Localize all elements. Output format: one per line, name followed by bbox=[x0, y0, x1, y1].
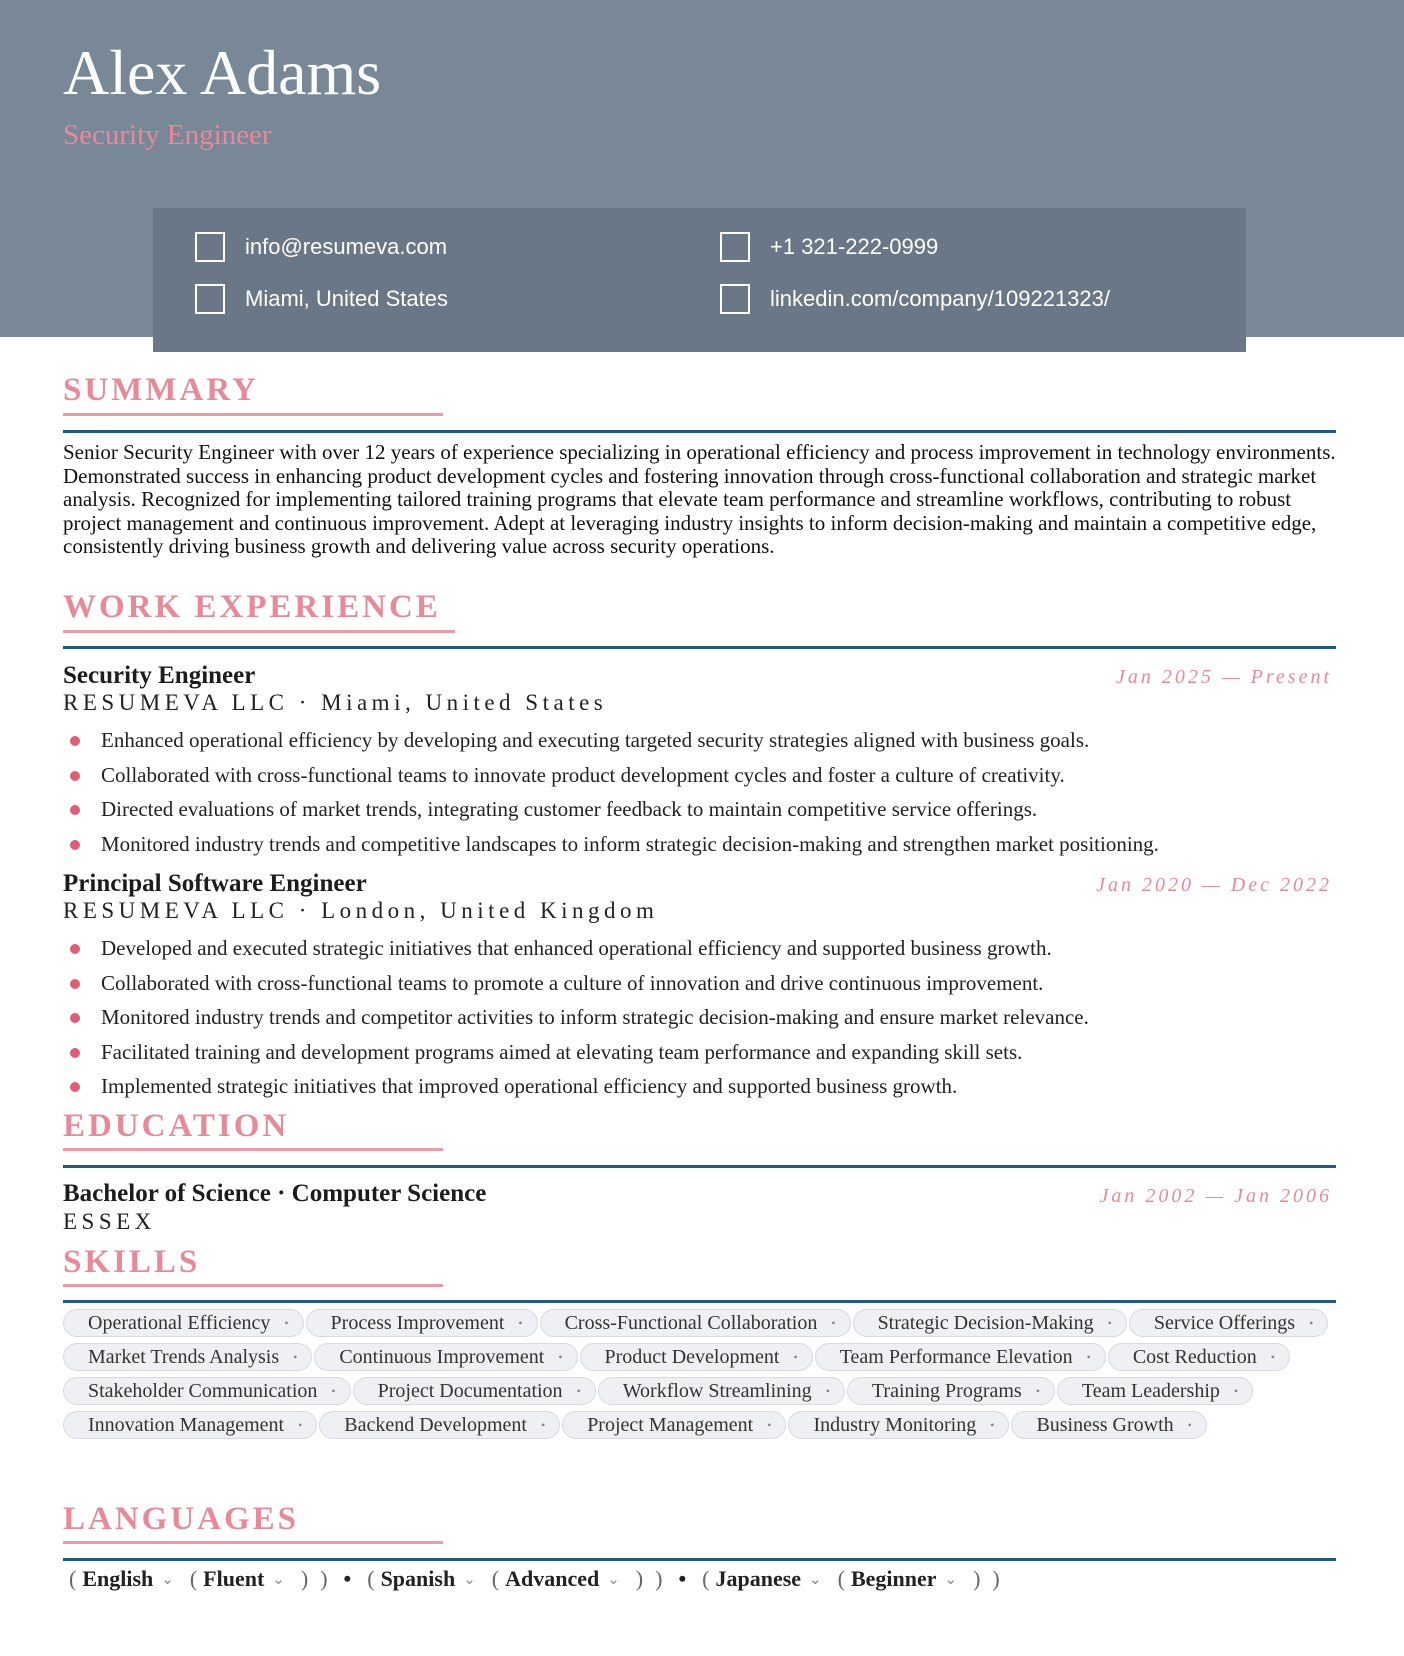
list-item: Facilitated training and development programs aimed at elevating team performance and expanding skill sets. bbox=[63, 1035, 1089, 1070]
location-checkbox-icon bbox=[195, 284, 225, 314]
skill-tag: Operational Efficiency • bbox=[63, 1309, 304, 1337]
skills-list bbox=[63, 1309, 1343, 1439]
skill-tag: Market Trends Analysis • bbox=[63, 1343, 312, 1371]
job-title: Security Engineer bbox=[63, 662, 256, 689]
skill-tag: Innovation Management • bbox=[63, 1411, 317, 1439]
skill-tag: Cross-Functional Collaboration • bbox=[540, 1309, 851, 1337]
section-title-work: WORK EXPERIENCE bbox=[63, 589, 441, 625]
contact-email[interactable] bbox=[195, 232, 447, 262]
job-bullets bbox=[63, 931, 1089, 1104]
skills-blue-rule bbox=[63, 1300, 1336, 1303]
bullet-dot-icon bbox=[70, 840, 80, 850]
section-title-summary: SUMMARY bbox=[63, 372, 259, 408]
skill-tag: Project Management • bbox=[562, 1411, 786, 1439]
skill-tag: Training Programs • bbox=[847, 1377, 1055, 1405]
bullet-dot-icon bbox=[70, 1013, 80, 1023]
summary-blue-rule bbox=[63, 430, 1336, 433]
list-item: Implemented strategic initiatives that improved operational efficiency and supported business growth. bbox=[63, 1069, 1089, 1104]
education-dates: Jan 2002 — Jan 2006 bbox=[1099, 1185, 1332, 1207]
email-text: info@resumeva.com bbox=[245, 234, 448, 259]
job-bullets bbox=[63, 723, 1159, 861]
language-level: Beginner bbox=[850, 1566, 937, 1591]
email-checkbox-icon bbox=[195, 232, 225, 262]
list-item: Collaborated with cross-functional teams to innovate product development cycles and foster a culture of creativity. bbox=[63, 758, 1159, 793]
list-item: Monitored industry trends and competitor activities to inform strategic decision-making and ensure market relevance. bbox=[63, 1000, 1089, 1035]
bullet-dot-icon bbox=[70, 736, 80, 746]
summary-pink-rule bbox=[63, 413, 443, 416]
education-blue-rule bbox=[63, 1165, 1336, 1168]
bullet-dot-icon bbox=[70, 771, 80, 781]
chevron-down-icon: ⌄ bbox=[944, 1571, 958, 1588]
list-item: Directed evaluations of market trends, integrating customer feedback to maintain competitive service offerings. bbox=[63, 792, 1159, 827]
languages-pink-rule bbox=[63, 1541, 443, 1544]
chevron-down-icon: ⌄ bbox=[272, 1571, 285, 1588]
list-item: Developed and executed strategic initiatives that enhanced operational efficiency and supported business growth. bbox=[63, 931, 1089, 966]
bullet-dot-icon bbox=[70, 979, 80, 989]
skill-tag: Team Leadership • bbox=[1057, 1377, 1253, 1405]
contact-phone[interactable] bbox=[720, 232, 938, 262]
skill-tag: Business Growth • bbox=[1011, 1411, 1206, 1439]
summary-text: Senior Security Engineer with over 12 years of experience specializing in operational efficiency and process improvement in technology environments. Demonstrated success in enhancing product development cycles and fostering innovation through cross-functional collaboration and strategic market analysis. Recognized for implementing tailored training programs that elevate team performance and streamline workflows, contributing to robust project management and continuous improvement. Adept at leveraging industry insights to inform decision-making and maintain a competitive edge, consistently driving business growth and delivering value across security operations. bbox=[63, 440, 1336, 558]
skills-pink-rule bbox=[63, 1284, 443, 1287]
skill-tag: Backend Development • bbox=[319, 1411, 560, 1439]
language-name: Spanish bbox=[380, 1566, 456, 1591]
linkedin-text: linkedin.com/company/109221323/ bbox=[770, 286, 1111, 311]
phone-text: +1 321-222-0999 bbox=[770, 234, 939, 259]
skill-tag: Product Development • bbox=[580, 1343, 813, 1371]
skill-tag: Cost Reduction • bbox=[1108, 1343, 1290, 1371]
bullet-dot-icon bbox=[70, 944, 80, 954]
work-blue-rule bbox=[63, 646, 1336, 649]
candidate-name: Alex Adams bbox=[63, 37, 382, 108]
language-level: Advanced bbox=[505, 1566, 600, 1591]
skill-tag: Industry Monitoring • bbox=[788, 1411, 1009, 1439]
language-name: English bbox=[82, 1566, 154, 1591]
languages-list: ( English ⌄ ( Fluent ⌄ ) ) • ( Spanish ⌄ ( Advanced ⌄ ) ) • ( Japanese ⌄ ( Beginner ⌄ ) ) bbox=[69, 1566, 1000, 1591]
chevron-down-icon: ⌄ bbox=[463, 1571, 476, 1588]
work-pink-rule bbox=[63, 630, 455, 633]
skill-tag: Stakeholder Communication • bbox=[63, 1377, 351, 1405]
bullet-dot-icon bbox=[70, 805, 80, 815]
bullet-dot-icon bbox=[70, 1082, 80, 1092]
location-text: Miami, United States bbox=[245, 286, 448, 311]
skill-tag: Service Offerings • bbox=[1129, 1309, 1328, 1337]
chevron-down-icon: ⌄ bbox=[809, 1571, 822, 1588]
language-name: Japanese bbox=[715, 1566, 802, 1591]
chevron-down-icon: ⌄ bbox=[161, 1571, 174, 1588]
linkedin-checkbox-icon bbox=[720, 284, 750, 314]
candidate-title: Security Engineer bbox=[63, 119, 272, 151]
job-company: RESUMEVA LLC · London, United Kingdom bbox=[63, 898, 659, 923]
contact-location bbox=[195, 284, 448, 314]
section-title-languages: LANGUAGES bbox=[63, 1501, 300, 1537]
chevron-down-icon: ⌄ bbox=[607, 1571, 620, 1588]
bullet-dot-icon bbox=[70, 1048, 80, 1058]
skill-tag: Strategic Decision-Making • bbox=[853, 1309, 1127, 1337]
list-item: Enhanced operational efficiency by developing and executing targeted security strategies aligned with business goals. bbox=[63, 723, 1159, 758]
job-company: RESUMEVA LLC · Miami, United States bbox=[63, 690, 608, 715]
education-degree: Bachelor of Science · Computer Science bbox=[63, 1180, 487, 1207]
job-dates: Jan 2025 — Present bbox=[1115, 666, 1332, 688]
list-item: Monitored industry trends and competitive landscapes to inform strategic decision-making and strengthen market positioning. bbox=[63, 827, 1159, 862]
list-item: Collaborated with cross-functional teams to promote a culture of innovation and drive continuous improvement. bbox=[63, 966, 1089, 1001]
language-level: Fluent bbox=[203, 1566, 265, 1591]
phone-checkbox-icon bbox=[720, 232, 750, 262]
skill-tag: Project Documentation • bbox=[353, 1377, 596, 1405]
skill-tag: Process Improvement • bbox=[306, 1309, 538, 1337]
job-dates: Jan 2020 — Dec 2022 bbox=[1096, 874, 1332, 896]
contact-linkedin[interactable] bbox=[720, 284, 1110, 314]
job-title: Principal Software Engineer bbox=[63, 870, 367, 897]
skill-tag: Workflow Streamlining • bbox=[598, 1377, 845, 1405]
education-pink-rule bbox=[63, 1148, 443, 1151]
skill-tag: Team Performance Elevation • bbox=[815, 1343, 1106, 1371]
languages-blue-rule bbox=[63, 1558, 1336, 1561]
section-title-education: EDUCATION bbox=[63, 1108, 290, 1144]
skill-tag: Continuous Improvement • bbox=[314, 1343, 577, 1371]
section-title-skills: SKILLS bbox=[63, 1244, 201, 1280]
contact-box bbox=[153, 208, 1246, 352]
education-school: ESSEX bbox=[63, 1209, 156, 1234]
